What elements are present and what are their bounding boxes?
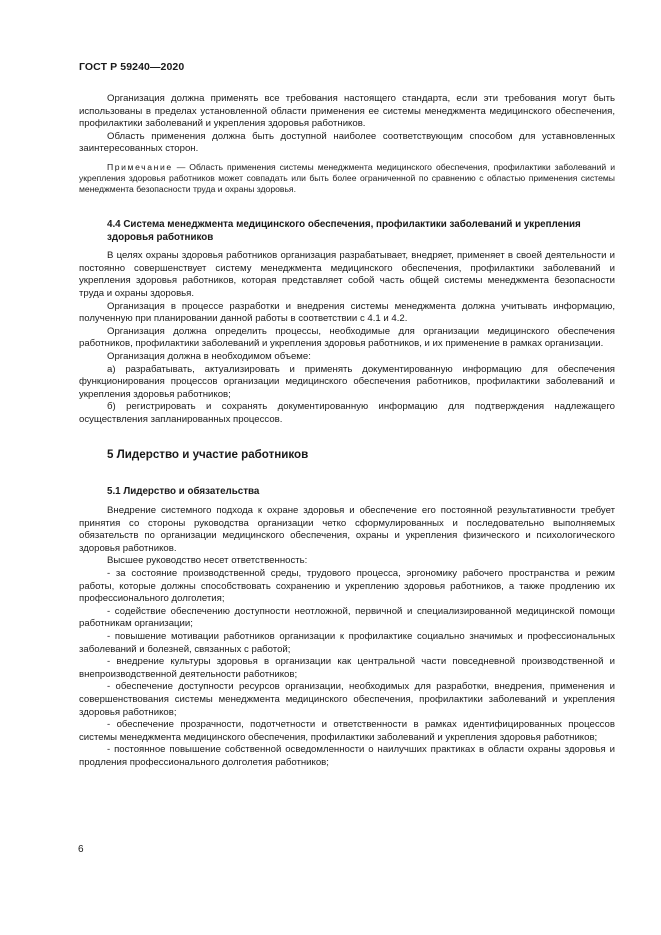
section-5-heading: 5 Лидерство и участие работников (107, 448, 309, 462)
section-4-4-paragraph-1: В целях охраны здоровья работников организация разрабатывает, внедряет, применяет в своей деятельности и постоянно совершенствует систему менеджмента медицинского обеспечения, профилактики заболеваний и укрепления здоровья работников, которая представляет собой часть общей системы менеджмента безопасности труда и охраны здоровья. (79, 250, 615, 299)
section-4-4-heading: 4.4 Система менеджмента медицинского обеспечения, профилактики заболеваний и укрепления здоровья работников (107, 218, 581, 243)
note (79, 162, 615, 195)
bullet-item: - обеспечение прозрачности, подотчетности и ответственности в рамках идентифицированных процессов системы менеджмента медицинского обеспечения, профилактики заболеваний и укрепления здоровья работников; (79, 719, 615, 743)
section-4-4-paragraph-2: Организация в процессе разработки и внедрения системы менеджмента должна учитывать информацию, полученную при планировании данной работы в соответствии с 4.1 и 4.2. (79, 300, 615, 325)
standard-designation: ГОСТ Р 59240—2020 (79, 61, 185, 73)
intro-paragraph-1: Организация должна применять все требования настоящего стандарта, если эти требования могут быть использованы в пределах установленной области применения ее системы менеджмента медицинского обеспечения, профилактики заболеваний и укрепления здоровья работников. (79, 93, 615, 130)
list-item-b: б) регистрировать и сохранять документированную информацию для подтверждения надлежащего осуществления запланированных процессов. (79, 401, 615, 425)
bullet-item: - постоянное повышение собственной осведомленности о наилучших практиках в области охраны здоровья и продления профессионального долголетия работников; (79, 744, 615, 768)
section-4-4-paragraph-3: Организация должна определить процессы, необходимые для организации медицинского обеспечения работников, профилактики заболеваний и укрепления здоровья работников, и их применение в рамках организации. (79, 325, 615, 350)
bullet-item: - обеспечение доступности ресурсов организации, необходимых для разработки, внедрения, применения и совершенствования системы менеджмента медицинского обеспечения, профилактики заболеваний и укрепления здоровья работников; (79, 681, 615, 718)
section-5-1-heading: 5.1 Лидерство и обязательства (107, 486, 260, 498)
bullet-item: - повышение мотивации работников организации к профилактике социально значимых и профессиональных заболеваний и болезней, связанных с работой; (79, 631, 615, 655)
page-content (79, 93, 615, 770)
note-label: Примечание (107, 161, 173, 172)
intro-paragraph-2: Область применения должна быть доступной наиболее соответствующим способом для уставновленных заинтересованных сторон. (79, 130, 615, 155)
bullet-item: - за состояние производственной среды, трудового процесса, эргономику рабочего пространства и режим работы, которые должны способствовать сохранению и укреплению здоровья работников, а также продлению их профессионального долголетия; (79, 568, 615, 605)
section-5-1-paragraph-2: Высшее руководство несет ответственность: (107, 555, 308, 567)
section-5-1-paragraph-1: Внедрение системного подхода к охране здоровья и обеспечение его постоянной результативности требует принятия со стороны руководства организации четко сформулированных и последовательно выполняемых обязательств по организации медицинского обеспечения, охраны и укрепления физического и психологического здоровья работников. (79, 505, 615, 554)
bullet-item: - внедрение культуры здоровья в организации как центральной части повседневной производственной и внепроизводственной деятельности работников; (79, 656, 615, 680)
note-text: — Область применения системы менеджмента медицинского обеспечения, профилактики заболеваний и укрепления здоровья работников может совпадать или быть более ограниченной по сравнению с областью применения системы менеджмента безопасности труда и охраны здоровья. (79, 161, 615, 194)
section-4-4-paragraph-4: Организация должна в необходимом объеме: (107, 350, 311, 362)
page-number: 6 (78, 844, 84, 855)
bullet-item: - содействие обеспечению доступности неотложной, первичной и специализированной медицинской помощи работникам организации; (79, 605, 615, 630)
list-item-a: а) разрабатывать, актуализировать и применять документированную информацию для обеспечения функционирования процессов организации медицинского обеспечения работников, профилактики заболеваний и укрепления здоровья работников; (79, 363, 615, 400)
